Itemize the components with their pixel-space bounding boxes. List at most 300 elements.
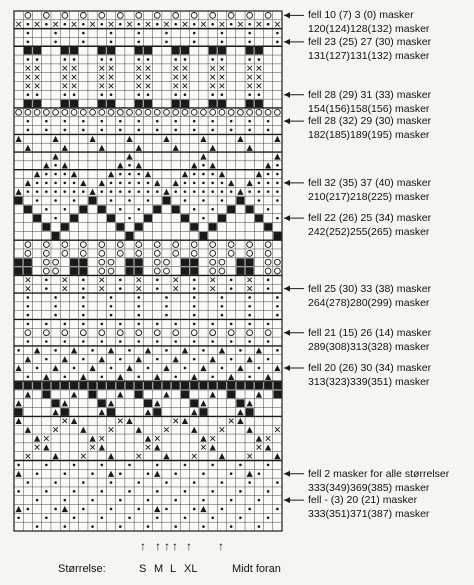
dot-mark [54,164,57,167]
dot-mark [137,340,140,343]
dot-mark [110,305,113,308]
dot-mark [17,516,20,519]
dot-mark [221,305,224,308]
dot-mark [54,481,57,484]
dot-mark [128,182,131,185]
dot-mark [27,340,30,343]
filled-square-mark [15,197,23,205]
dot-mark [202,499,205,502]
dot-mark [27,375,30,378]
filled-square-mark [70,100,78,108]
filled-square-mark [61,47,69,55]
dot-mark [267,490,270,493]
dot-mark [119,23,122,26]
dot-mark [221,182,224,185]
dot-mark [137,208,140,211]
dot-mark [119,173,122,176]
dot-mark [193,305,196,308]
dot-mark [156,120,159,123]
dot-mark [211,516,214,519]
arrow-left-icon [284,286,290,292]
dot-mark [156,323,159,326]
filled-square-mark [61,100,69,108]
dot-mark [27,314,30,317]
dot-mark [193,190,196,193]
dot-mark [82,129,85,132]
dot-mark [64,375,67,378]
filled-square-mark [181,382,189,390]
dot-mark [91,349,94,352]
stitch-count: 242(252)255(265) masker [308,226,430,239]
arrow-up-icon: ↑ [164,539,170,553]
stitch-count: 333(351)371(387) masker [308,508,430,521]
dot-mark [82,190,85,193]
dot-mark [230,190,233,193]
filled-square-mark [144,100,152,108]
dot-mark [119,340,122,343]
filled-square-mark [70,47,78,55]
filled-square-mark [255,100,263,108]
dot-mark [211,129,214,132]
filled-square-mark [33,382,41,390]
stitch-count: 313(323)339(351) masker [308,375,430,388]
dot-mark [27,296,30,299]
dot-mark [258,199,261,202]
dot-mark [276,41,279,44]
filled-square-mark [107,408,115,416]
dot-mark [91,525,94,528]
dot-mark [137,375,140,378]
filled-square-mark [125,267,133,275]
dot-mark [119,525,122,528]
dot-mark [147,93,150,96]
filled-square-mark [125,258,133,266]
stitch-count: 264(278)280(299) masker [308,296,430,309]
filled-square-mark [70,214,78,222]
filled-square-mark [61,382,69,390]
dot-mark [248,296,251,299]
dot-mark [54,217,57,220]
filled-square-mark [199,232,207,240]
filled-square-mark [236,197,244,205]
dot-mark [174,340,177,343]
filled-square-mark [153,408,161,416]
dot-mark [64,93,67,96]
dot-mark [119,129,122,132]
arrow-left-icon [284,471,290,477]
filled-square-mark [135,382,143,390]
dot-mark [100,516,103,519]
dot-mark [54,41,57,44]
dot-mark [156,516,159,519]
filled-square-mark [181,214,189,222]
dot-mark [276,199,279,202]
dot-mark [174,190,177,193]
dot-mark [174,58,177,61]
filled-square-mark [190,399,198,407]
dot-mark [27,58,30,61]
filled-square-mark [153,205,161,213]
dot-mark [276,190,279,193]
dot-mark [248,323,251,326]
dot-mark [27,129,30,132]
dot-mark [211,23,214,26]
dot-mark [248,340,251,343]
dot-mark [119,190,122,193]
dot-mark [276,32,279,35]
dot-mark [211,190,214,193]
dot-mark [54,349,57,352]
dot-mark [137,32,140,35]
dot-mark [45,279,48,282]
filled-square-mark [236,258,244,266]
filled-square-mark [273,391,281,399]
dot-mark [156,23,159,26]
dot-mark [193,182,196,185]
dot-mark [147,58,150,61]
dot-mark [258,499,261,502]
dot-mark [174,323,177,326]
dot-mark [267,129,270,132]
dot-mark [110,32,113,35]
dot-mark [221,481,224,484]
dot-mark [248,23,251,26]
dot-mark [110,367,113,370]
dot-mark [276,349,279,352]
filled-square-mark [52,232,60,240]
dot-mark [193,120,196,123]
dot-mark [239,516,242,519]
dot-mark [193,481,196,484]
dot-mark [276,305,279,308]
dot-mark [45,120,48,123]
dot-mark [110,481,113,484]
decrease-instruction: fell 21 (15) 26 (14) masker [308,326,432,339]
dot-mark [110,190,113,193]
dot-mark [64,190,67,193]
dot-mark [100,490,103,493]
dot-mark [221,190,224,193]
dot-mark [211,323,214,326]
filled-square-mark [264,382,272,390]
dot-mark [137,508,140,511]
dot-mark [147,190,150,193]
filled-square-mark [79,205,87,213]
dot-mark [221,296,224,299]
dot-mark [128,516,131,519]
arrow-left-icon [284,365,290,371]
dot-mark [267,173,270,176]
dot-mark [230,120,233,123]
filled-square-mark [15,408,23,416]
dot-mark [193,358,196,361]
dot-mark [239,464,242,467]
dot-mark [54,32,57,35]
dot-mark [137,314,140,317]
dot-mark [128,349,131,352]
dot-mark [276,508,279,511]
dot-mark [137,305,140,308]
filled-square-mark [89,391,97,399]
dot-mark [45,208,48,211]
filled-square-mark [24,100,32,108]
dot-mark [128,490,131,493]
dot-mark [193,129,196,132]
size-label-s: S [139,563,147,575]
filled-square-mark [24,382,32,390]
front-center-label: Midt foran [232,563,281,575]
dot-mark [165,41,168,44]
dot-mark [27,93,30,96]
dot-mark [45,287,48,290]
filled-square-mark [190,223,198,231]
dot-mark [211,490,214,493]
dot-mark [137,481,140,484]
filled-square-mark [135,47,143,55]
filled-square-mark [135,391,143,399]
dot-mark [110,314,113,317]
dot-mark [36,499,39,502]
dot-mark [184,58,187,61]
dot-mark [156,279,159,282]
dot-mark [137,323,140,326]
dot-mark [193,340,196,343]
dot-mark [137,93,140,96]
dot-mark [82,32,85,35]
dot-mark [230,129,233,132]
filled-square-mark [273,382,281,390]
size-label-m: M [154,563,164,575]
dot-mark [193,323,196,326]
dot-mark [174,93,177,96]
dot-mark [27,323,30,326]
filled-square-mark [218,47,226,55]
dot-mark [248,120,251,123]
dot-mark [184,464,187,467]
filled-square-mark [209,382,217,390]
dot-mark [73,199,76,202]
filled-square-mark [42,391,50,399]
filled-square-mark [255,47,263,55]
dot-mark [100,375,103,378]
arrow-left-icon [284,215,290,221]
dot-mark [211,375,214,378]
arrow-left-icon [284,92,290,98]
dot-mark [54,190,57,193]
decrease-instruction: fell 10 (7) 3 (0) masker [308,9,414,22]
dot-mark [193,41,196,44]
dot-mark [221,32,224,35]
dot-mark [230,287,233,290]
dot-mark [248,481,251,484]
size-title: Størrelse: [58,563,106,575]
filled-square-mark [52,399,60,407]
dot-mark [64,323,67,326]
dot-mark [100,340,103,343]
filled-square-mark [162,382,170,390]
dot-mark [202,472,205,475]
dot-mark [128,190,131,193]
dot-mark [156,340,159,343]
dot-mark [165,349,168,352]
dot-mark [202,525,205,528]
filled-square-mark [227,205,235,213]
dot-mark [221,367,224,370]
dot-mark [165,314,168,317]
dot-mark [248,314,251,317]
dot-mark [248,375,251,378]
dot-mark [276,182,279,185]
dot-mark [73,93,76,96]
dot-mark [119,279,122,282]
dot-mark [36,190,39,193]
filled-square-mark [264,223,272,231]
arrow-left-icon [284,330,290,336]
dot-mark [156,287,159,290]
filled-square-mark [227,382,235,390]
dot-mark [174,23,177,26]
arrow-up-icon: ↑ [155,539,161,553]
dot-mark [82,508,85,511]
size-label-l: L [170,563,177,575]
dot-mark [230,525,233,528]
dot-mark [193,508,196,511]
dot-mark [202,164,205,167]
filled-square-mark [255,214,263,222]
filled-square-mark [199,408,207,416]
dot-mark [45,464,48,467]
filled-square-mark [24,267,32,275]
dot-mark [100,129,103,132]
dot-mark [64,525,67,528]
dot-mark [230,499,233,502]
dot-mark [147,367,150,370]
filled-square-mark [172,205,180,213]
arrow-left-icon [284,39,290,45]
dot-mark [82,23,85,26]
dot-mark [100,93,103,96]
dot-mark [45,173,48,176]
dot-mark [193,287,196,290]
dot-mark [147,182,150,185]
filled-square-mark [236,267,244,275]
dot-mark [147,199,150,202]
decrease-instruction: fell 20 (26) 30 (34) masker [308,361,432,374]
dot-mark [54,508,57,511]
dot-mark [239,349,242,352]
dot-mark [36,472,39,475]
filled-square-mark [273,232,281,240]
filled-square-mark [181,391,189,399]
filled-square-mark [33,214,41,222]
filled-square-mark [190,258,198,266]
dot-mark [211,58,214,61]
dot-mark [64,499,67,502]
dot-mark [221,41,224,44]
dot-mark [100,58,103,61]
dot-mark [17,349,20,352]
filled-square-mark [135,258,143,266]
dot-mark [211,464,214,467]
dot-mark [156,358,159,361]
dot-mark [248,190,251,193]
filled-square-mark [70,267,78,275]
dot-mark [54,199,57,202]
dot-mark [100,323,103,326]
filled-square-mark [116,382,124,390]
filled-square-mark [246,205,254,213]
dot-mark [165,481,168,484]
dot-mark [174,375,177,378]
filled-square-mark [144,399,152,407]
filled-square-mark [98,399,106,407]
dot-mark [221,93,224,96]
filled-square-mark [190,267,198,275]
dot-mark [267,516,270,519]
dot-mark [82,41,85,44]
dot-mark [119,287,122,290]
dot-mark [73,490,76,493]
dot-mark [156,129,159,132]
decrease-instruction: fell - (3) 20 (21) masker [308,494,418,507]
filled-square-mark [125,382,133,390]
dot-mark [82,279,85,282]
decrease-instruction: fell 23 (25) 27 (30) masker [308,35,432,48]
dot-mark [119,208,122,211]
dot-mark [54,182,57,185]
dot-mark [73,367,76,370]
filled-square-mark [98,205,106,213]
dot-mark [267,279,270,282]
stitch-count: 120(124)128(132) masker [308,23,430,36]
dot-mark [36,199,39,202]
filled-square-mark [246,100,254,108]
filled-square-mark [209,223,217,231]
decrease-instruction: fell 25 (30) 33 (38) masker [308,282,432,295]
filled-square-mark [98,100,106,108]
dot-mark [230,23,233,26]
dot-mark [27,120,30,123]
dot-mark [221,58,224,61]
dot-mark [54,305,57,308]
dot-mark [73,516,76,519]
dot-mark [258,525,261,528]
filled-square-mark [125,232,133,240]
dot-mark [128,164,131,167]
dot-mark [184,182,187,185]
dot-mark [174,525,177,528]
dot-mark [211,182,214,185]
filled-square-mark [89,197,97,205]
dot-mark [248,41,251,44]
dot-mark [267,340,270,343]
dot-mark [27,23,30,26]
dot-mark [128,217,131,220]
filled-square-mark [15,382,23,390]
dot-mark [211,208,214,211]
dot-mark [193,173,196,176]
size-label-xl: XL [184,563,198,575]
dot-mark [82,481,85,484]
decrease-instruction: fell 2 masker for alle størrelser [308,467,450,480]
dot-mark [128,464,131,467]
dot-mark [276,164,279,167]
filled-square-mark [172,47,180,55]
dot-mark [248,508,251,511]
dot-mark [211,120,214,123]
dot-mark [54,296,57,299]
dot-mark [64,173,67,176]
